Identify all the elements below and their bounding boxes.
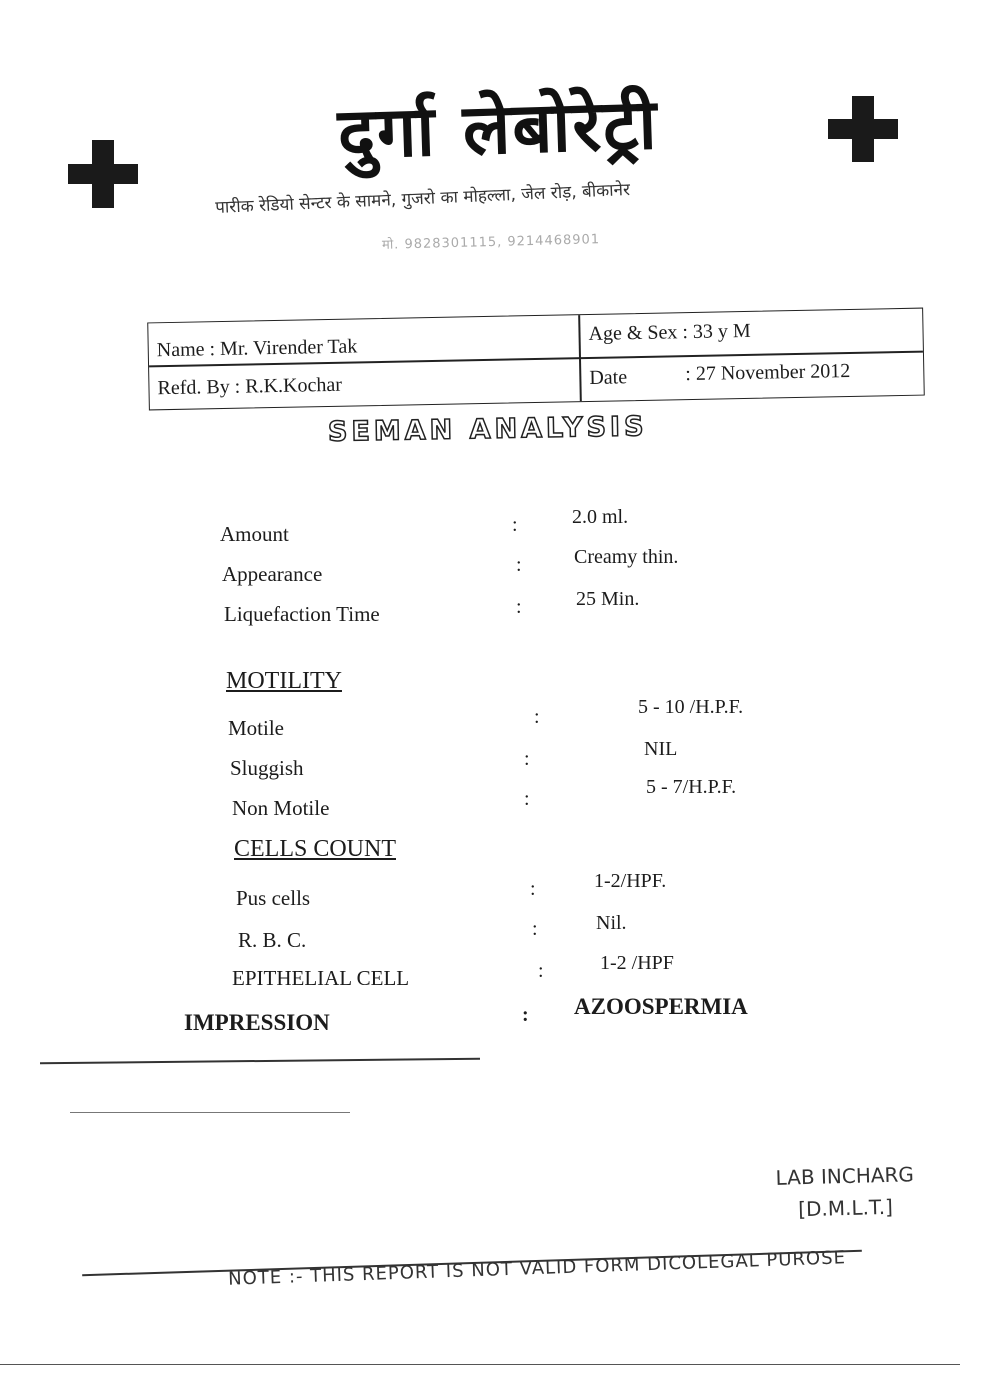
report-date-value: : 27 November 2012 bbox=[685, 359, 851, 386]
epithelial-label: EPITHELIAL CELL bbox=[232, 966, 410, 990]
pus-cells-colon: : bbox=[530, 878, 536, 900]
amount-colon: : bbox=[512, 514, 518, 536]
referred-by: Refd. By : R.K.Kochar bbox=[157, 373, 343, 400]
footer-note: NOTE :- THIS REPORT IS NOT VALID FORM DICOLEGAL PUROSE bbox=[227, 1247, 847, 1290]
amount-label: Amount bbox=[220, 522, 289, 546]
sluggish-value: NIL bbox=[644, 738, 678, 760]
epithelial-value: 1-2 /HPF bbox=[600, 952, 674, 974]
pus-cells-label: Pus cells bbox=[236, 886, 311, 910]
motile-label: Motile bbox=[228, 716, 284, 740]
divider-line-faint bbox=[70, 1112, 350, 1113]
motile-value: 5 - 10 /H.P.F. bbox=[638, 696, 744, 718]
right-cross-icon bbox=[828, 96, 898, 162]
epithelial-colon: : bbox=[538, 960, 544, 982]
rbc-colon: : bbox=[532, 918, 538, 940]
rbc-label: R. B. C. bbox=[238, 928, 307, 952]
non-motile-label: Non Motile bbox=[232, 796, 330, 820]
lab-address: पारीक रेडियो सेन्टर के सामने, गुजरो का मोहल्ला, जेल रोड़, बीकानेर bbox=[214, 179, 631, 219]
report-date-label: Date bbox=[589, 366, 628, 389]
impression-colon: : bbox=[522, 1004, 529, 1026]
lab-name: दुर्गा लेबोरेट्री bbox=[336, 82, 660, 176]
appearance-colon: : bbox=[516, 554, 522, 576]
signature-title: LAB INCHARG bbox=[775, 1162, 915, 1190]
sluggish-label: Sluggish bbox=[230, 756, 304, 780]
amount-value: 2.0 ml. bbox=[572, 506, 629, 528]
divider-line bbox=[40, 1058, 480, 1065]
left-cross-icon bbox=[68, 140, 138, 208]
signature-qualification: [D.M.L.T.] bbox=[797, 1194, 894, 1222]
cells-count-heading: CELLS COUNT bbox=[234, 836, 396, 862]
liquefaction-colon: : bbox=[516, 596, 522, 618]
appearance-value: Creamy thin. bbox=[574, 546, 679, 568]
liquefaction-label: Liquefaction Time bbox=[224, 602, 380, 626]
non-motile-value: 5 - 7/H.P.F. bbox=[646, 776, 737, 798]
sluggish-colon: : bbox=[524, 748, 530, 770]
lab-phone: मो. 9828301115, 9214468901 bbox=[381, 232, 601, 253]
report-title: SEMAN ANALYSIS bbox=[327, 411, 648, 448]
liquefaction-value: 25 Min. bbox=[576, 588, 640, 610]
motile-colon: : bbox=[534, 706, 540, 728]
impression-value: AZOOSPERMIA bbox=[574, 994, 748, 1019]
lab-incharge-signature bbox=[775, 1158, 915, 1226]
patient-info-box bbox=[147, 308, 925, 411]
appearance-label: Appearance bbox=[222, 562, 323, 586]
bottom-rule bbox=[0, 1364, 960, 1365]
pus-cells-value: 1-2/HPF. bbox=[594, 870, 667, 892]
rbc-value: Nil. bbox=[596, 912, 627, 934]
motility-heading: MOTILITY bbox=[226, 668, 342, 694]
non-motile-colon: : bbox=[524, 788, 530, 810]
patient-age-sex: Age & Sex : 33 y M bbox=[588, 319, 751, 345]
patient-name: Name : Mr. Virender Tak bbox=[156, 335, 358, 362]
impression-label: IMPRESSION bbox=[184, 1010, 330, 1035]
